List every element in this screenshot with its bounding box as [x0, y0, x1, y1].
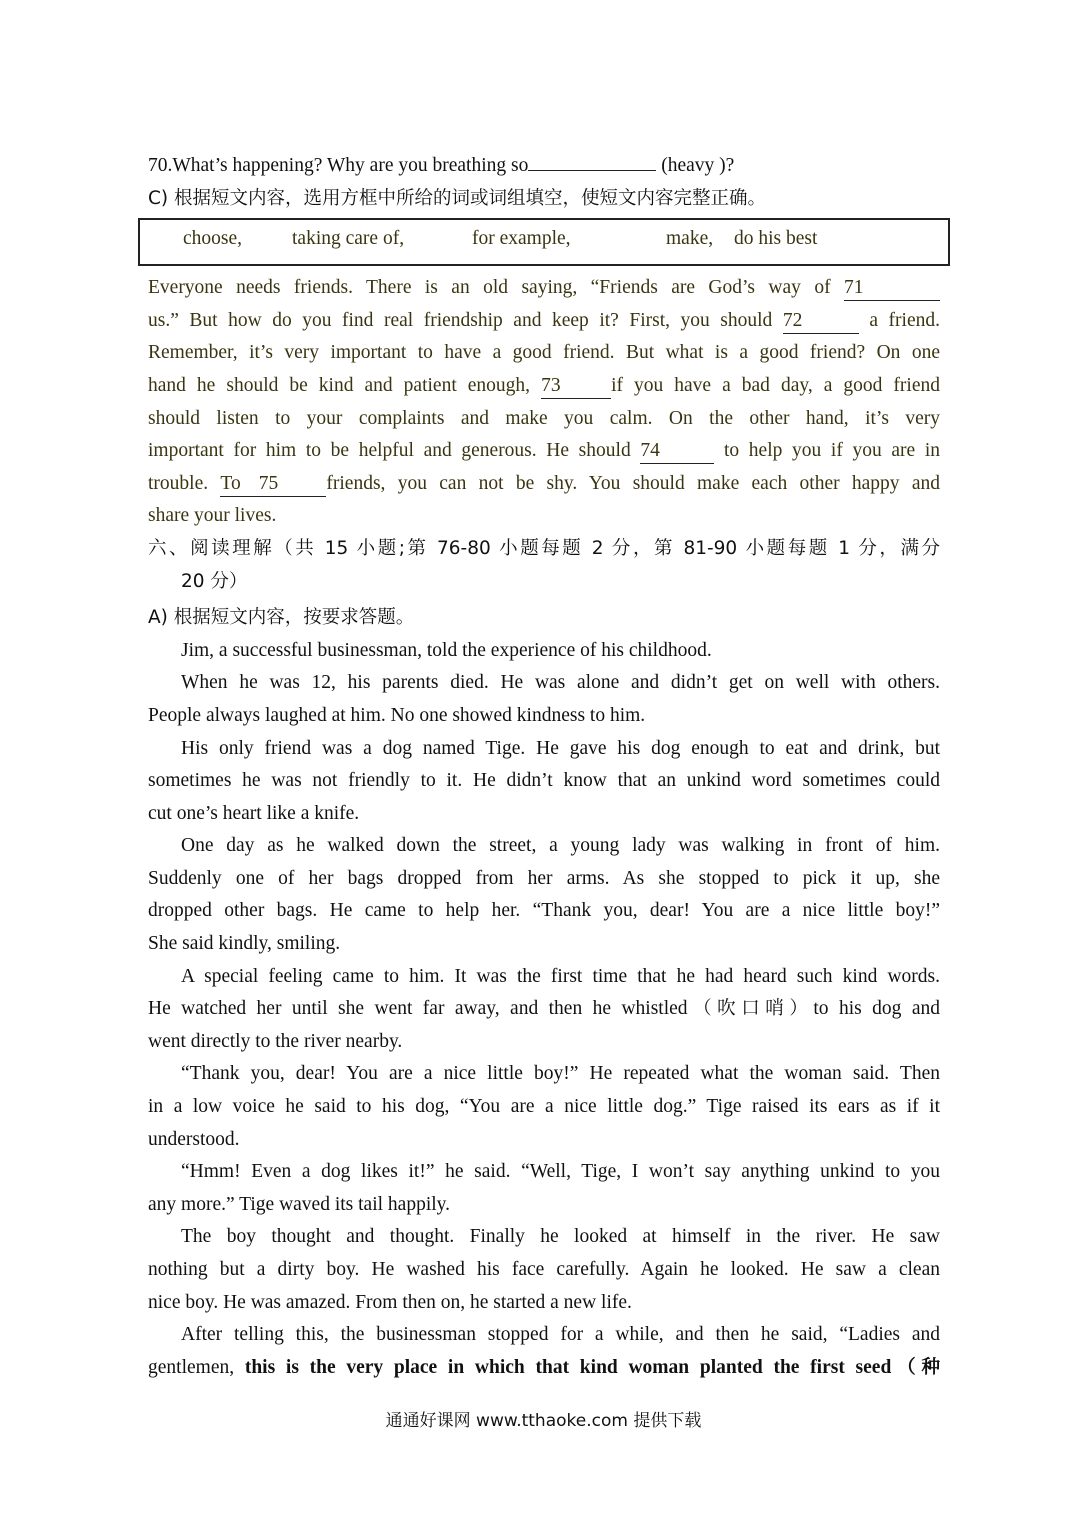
story-gloss: （吹口哨）	[687, 998, 814, 1020]
passage-line: should listen to your complaints and make you calm. On the other hand, it’s very	[148, 407, 940, 429]
passage-line	[148, 468, 940, 501]
story-line: Suddenly one of her bags dropped from her arms. As she stopped to pick it up, she	[148, 867, 940, 889]
story-line: His only friend was a dog named Tige. He gave his dog enough to eat and drink, but	[181, 737, 940, 759]
story-line: any more.” Tige waved its tail happily.	[148, 1193, 451, 1215]
section-6-heading: 六、阅读理解（共 15 小题;第 76-80 小题每题 2 分，第 81-90 小题每题 1 分，满分	[148, 537, 940, 559]
q70-prefix: 70.What’s happening? Why are you breathing so	[148, 155, 529, 176]
word-bank-item: for example,	[472, 228, 571, 250]
story-gloss: （种	[891, 1356, 940, 1378]
blank-74[interactable]: 74	[640, 439, 714, 464]
story-line: “Thank you, dear! You are a nice little boy!” He repeated what the woman said. Then	[181, 1063, 940, 1085]
q70-blank[interactable]	[528, 170, 656, 171]
story-line: People always laughed at him. No one showed kindness to him.	[148, 704, 646, 726]
story-line: dropped other bags. He came to help her. “Thank you, dear! You are a nice little boy!”	[148, 900, 940, 922]
story-line: The boy thought and thought. Finally he looked at himself in the river. He saw	[181, 1226, 940, 1248]
story-line	[148, 1352, 940, 1385]
story-line: nice boy. He was amazed. From then on, he started a new life.	[148, 1291, 632, 1313]
word-bank-box	[138, 218, 950, 266]
passage-line: share your lives.	[148, 505, 277, 527]
document-page	[148, 150, 940, 1384]
blank-73[interactable]: 73	[541, 374, 611, 399]
story-line: Jim, a successful businessman, told the experience of his childhood.	[181, 639, 712, 661]
story-line: She said kindly, smiling.	[148, 933, 341, 955]
blank-72[interactable]: 72	[783, 309, 859, 334]
blank-75-number: 75	[258, 472, 279, 494]
story-line: sometimes he was not friendly to it. He didn’t know that an unkind word sometimes could	[148, 770, 940, 792]
story-line: One day as he walked down the street, a young lady was walking in front of him.	[181, 835, 940, 857]
story-bold-text: this is the very place in which that kind woman planted the first seed	[244, 1356, 892, 1378]
story-line	[148, 993, 940, 1026]
story-line: When he was 12, his parents died. He was alone and didn’t get on well with others.	[181, 672, 940, 694]
section-c-instruction: C) 根据短文内容，选用方框中所给的词或词组填空，使短文内容完整正确。	[148, 187, 767, 209]
section-6-heading-cont: 20 分）	[181, 570, 248, 592]
word-bank-item: make,	[666, 228, 714, 250]
word-bank-item: taking care of,	[292, 228, 405, 250]
passage-line	[148, 435, 940, 468]
story-text: gentlemen,	[148, 1356, 245, 1378]
word-bank-item: choose,	[183, 228, 243, 250]
story-line: in a low voice he said to his dog, “You are a nice little dog.” Tige raised its ears as if it	[148, 1096, 940, 1118]
passage-line	[148, 370, 940, 403]
passage-text: hand he should be kind and patient enough,	[148, 374, 542, 396]
word-bank-item: do his best	[734, 228, 818, 250]
passage-line	[148, 272, 940, 305]
q70-suffix: (heavy )?	[661, 155, 735, 176]
blank-75-to: To	[220, 472, 241, 494]
passage-text: to help you if you are in	[714, 440, 940, 462]
story-line: cut one’s heart like a knife.	[148, 802, 360, 824]
reading-story	[148, 635, 940, 1385]
story-line: went directly to the river nearby.	[148, 1030, 403, 1052]
passage-text: if you have a bad day, a good friend	[611, 374, 940, 396]
blank-75[interactable]	[220, 472, 326, 497]
passage-text: Everyone needs friends. There is an old saying, “Friends are God’s way of	[148, 277, 844, 299]
story-line: understood.	[148, 1128, 240, 1150]
story-line: After telling this, the businessman stopped for a while, and then he said, “Ladies and	[181, 1324, 940, 1346]
story-line: “Hmm! Even a dog likes it!” he said. “Well, Tige, I won’t say anything unkind to you	[181, 1161, 940, 1183]
passage-text: trouble.	[148, 472, 221, 494]
page-footer: 通通好课网 www.tthaoke.com 提供下载	[385, 1411, 702, 1431]
passage-text: friends, you can not be shy. You should make each other happy and	[326, 472, 940, 494]
cloze-passage	[148, 272, 940, 533]
passage-line: Remember, it’s very important to have a good friend. But what is a good friend? On one	[148, 342, 940, 364]
blank-71[interactable]: 71	[844, 276, 940, 301]
part-a-instruction: A) 根据短文内容，按要求答题。	[148, 607, 415, 629]
passage-text: us.” But how do you find real friendship and keep it? First, you should	[148, 309, 783, 331]
story-line: A special feeling came to him. It was the first time that he had heard such kind words.	[181, 965, 940, 987]
story-text: He watched her until she went far away, and then he whistled	[148, 998, 688, 1020]
passage-text: important for him to be helpful and generous. He should	[148, 440, 641, 462]
passage-text: a friend.	[858, 309, 940, 331]
question-70	[148, 150, 940, 183]
story-line: nothing but a dirty boy. He washed his face carefully. Again he looked. He saw a clean	[148, 1259, 940, 1280]
story-text: to his dog and	[813, 998, 940, 1020]
passage-line	[148, 305, 940, 338]
